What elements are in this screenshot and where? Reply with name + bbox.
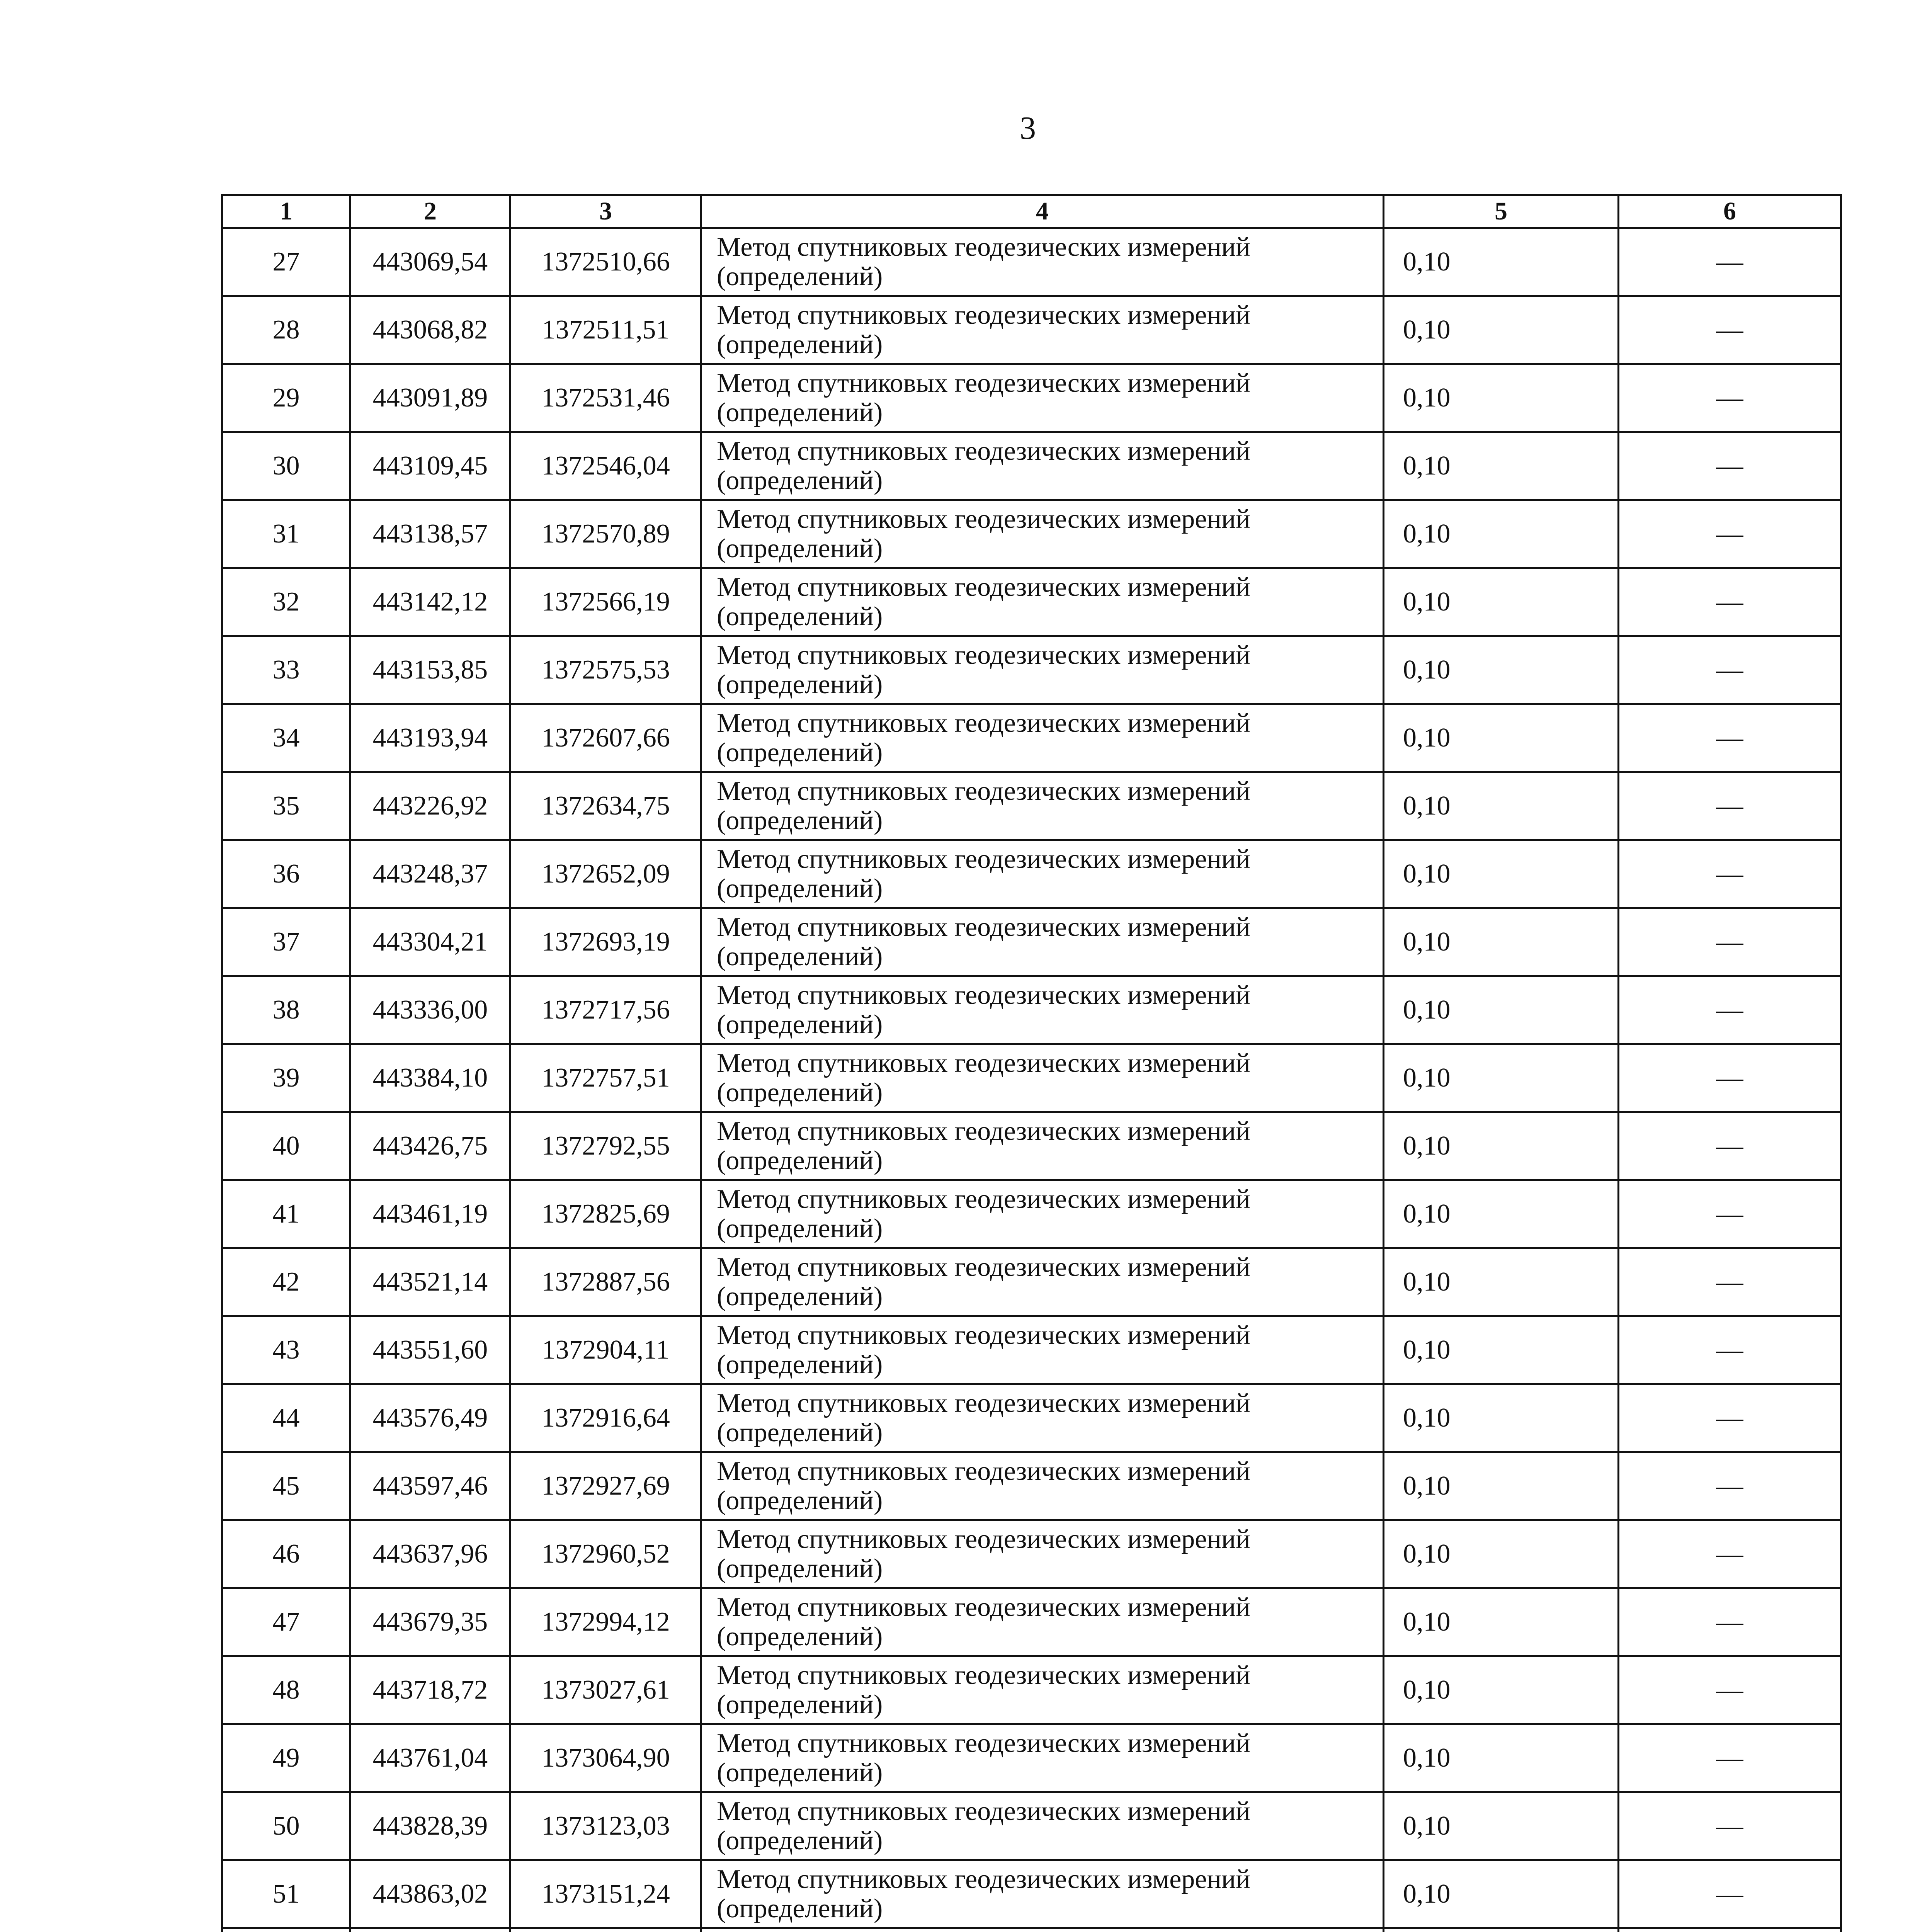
point-number-cell: 30 [222, 432, 350, 500]
accuracy-cell: 0,10 [1384, 1044, 1619, 1112]
point-number-cell: 50 [222, 1792, 350, 1860]
method-cell [701, 1792, 1384, 1860]
point-number-cell: 35 [222, 772, 350, 840]
method-text-line-1: Метод спутниковых геодезических измерений [717, 1524, 1250, 1554]
method-text-line-2: (определений) [717, 261, 883, 291]
method-text-line-1: Метод спутниковых геодезических измерений [717, 640, 1250, 670]
y-coordinate-cell: 1372825,69 [510, 1180, 701, 1248]
note-cell: — [1619, 1656, 1841, 1724]
method-cell [701, 1656, 1384, 1724]
method-text-line-1: Метод спутниковых геодезических измерений [717, 1660, 1250, 1690]
method-text-line-2: (определений) [717, 1077, 883, 1107]
table-row [222, 1180, 1841, 1248]
point-number-cell: 29 [222, 364, 350, 432]
y-coordinate-cell: 1372607,66 [510, 704, 701, 772]
note-cell: — [1619, 500, 1841, 568]
page-number: 3 [1020, 110, 1036, 146]
accuracy-cell: 0,10 [1384, 1112, 1619, 1180]
method-text-line-1: Метод спутниковых геодезических измерений [717, 1456, 1250, 1486]
method-cell [701, 976, 1384, 1044]
note-cell: — [1619, 1860, 1841, 1928]
x-coordinate-cell: 443761,04 [350, 1724, 510, 1792]
x-coordinate-cell: 443679,35 [350, 1588, 510, 1656]
accuracy-cell: 0,10 [1384, 840, 1619, 908]
method-text-line-1: Метод спутниковых геодезических измерений [717, 1864, 1250, 1894]
note-cell: — [1619, 1316, 1841, 1384]
table-row [222, 1928, 1841, 1932]
method-text-line-1: Метод спутниковых геодезических измерений [717, 1388, 1250, 1418]
note-cell: — [1619, 1384, 1841, 1452]
table-row [222, 1520, 1841, 1588]
note-cell: — [1619, 1792, 1841, 1860]
point-number-cell [222, 1928, 350, 1932]
y-coordinate-cell: 1372994,12 [510, 1588, 701, 1656]
table-row [222, 976, 1841, 1044]
point-number-cell: 32 [222, 568, 350, 636]
method-text-line-1: Метод спутниковых геодезических измерений [717, 572, 1250, 602]
x-coordinate-cell: 443248,37 [350, 840, 510, 908]
accuracy-cell [1384, 1928, 1619, 1932]
accuracy-cell: 0,10 [1384, 296, 1619, 364]
x-coordinate-cell: 443069,54 [350, 228, 510, 296]
method-text-line-1: Метод спутниковых геодезических измерений [717, 980, 1250, 1010]
y-coordinate-cell: 1372792,55 [510, 1112, 701, 1180]
y-coordinate-cell: 1372511,51 [510, 296, 701, 364]
method-cell [701, 1452, 1384, 1520]
x-coordinate-cell: 443153,85 [350, 636, 510, 704]
method-text-line-2: (определений) [717, 1213, 883, 1243]
method-text-line-1: Метод спутниковых геодезических измерений [717, 912, 1250, 942]
method-text-line-2: (определений) [717, 1893, 883, 1923]
x-coordinate-cell: 443193,94 [350, 704, 510, 772]
method-text-line-2: (определений) [717, 1621, 883, 1651]
method-text-line-2: (определений) [717, 1145, 883, 1175]
method-cell [701, 500, 1384, 568]
table-row [222, 1860, 1841, 1928]
table-row [222, 1316, 1841, 1384]
x-coordinate-cell: 443521,14 [350, 1248, 510, 1316]
method-text-line-2: (определений) [717, 601, 883, 631]
point-number-cell: 48 [222, 1656, 350, 1724]
y-coordinate-cell [510, 1928, 701, 1932]
note-cell: — [1619, 636, 1841, 704]
method-cell [701, 432, 1384, 500]
note-cell: — [1619, 568, 1841, 636]
accuracy-cell: 0,10 [1384, 568, 1619, 636]
y-coordinate-cell: 1372887,56 [510, 1248, 701, 1316]
note-cell: — [1619, 1248, 1841, 1316]
table-row [222, 1792, 1841, 1860]
table-row [222, 1248, 1841, 1316]
accuracy-cell: 0,10 [1384, 1452, 1619, 1520]
x-coordinate-cell: 443461,19 [350, 1180, 510, 1248]
table-row [222, 500, 1841, 568]
point-number-cell: 31 [222, 500, 350, 568]
x-coordinate-cell: 443551,60 [350, 1316, 510, 1384]
point-number-cell: 41 [222, 1180, 350, 1248]
x-coordinate-cell: 443226,92 [350, 772, 510, 840]
method-text-line-1: Метод спутниковых геодезических измерений [717, 232, 1250, 262]
accuracy-cell: 0,10 [1384, 1724, 1619, 1792]
accuracy-cell: 0,10 [1384, 976, 1619, 1044]
x-coordinate-cell: 443828,39 [350, 1792, 510, 1860]
column-header-2: 2 [350, 195, 510, 228]
x-coordinate-cell: 443384,10 [350, 1044, 510, 1112]
x-coordinate-cell: 443109,45 [350, 432, 510, 500]
method-text-line-2: (определений) [717, 1485, 883, 1515]
note-cell: — [1619, 908, 1841, 976]
accuracy-cell: 0,10 [1384, 772, 1619, 840]
point-number-cell: 47 [222, 1588, 350, 1656]
method-text-line-2: (определений) [717, 397, 883, 427]
y-coordinate-cell: 1372916,64 [510, 1384, 701, 1452]
method-cell [701, 1180, 1384, 1248]
accuracy-cell: 0,10 [1384, 704, 1619, 772]
method-cell [701, 1384, 1384, 1452]
method-cell [701, 1248, 1384, 1316]
method-text-line-2: (определений) [717, 1689, 883, 1719]
accuracy-cell: 0,10 [1384, 636, 1619, 704]
column-header-5: 5 [1384, 195, 1619, 228]
accuracy-cell: 0,10 [1384, 432, 1619, 500]
table-row [222, 296, 1841, 364]
point-number-cell: 39 [222, 1044, 350, 1112]
method-text-line-1: Метод спутниковых геодезических измерений [717, 1592, 1250, 1622]
note-cell: — [1619, 1520, 1841, 1588]
note-cell: — [1619, 1112, 1841, 1180]
accuracy-cell: 0,10 [1384, 1792, 1619, 1860]
table-row [222, 1588, 1841, 1656]
x-coordinate-cell: 443426,75 [350, 1112, 510, 1180]
point-number-cell: 43 [222, 1316, 350, 1384]
note-cell: — [1619, 296, 1841, 364]
x-coordinate-cell: 443068,82 [350, 296, 510, 364]
y-coordinate-cell: 1372693,19 [510, 908, 701, 976]
method-cell [701, 1044, 1384, 1112]
coordinates-table [221, 194, 1842, 1932]
y-coordinate-cell: 1372652,09 [510, 840, 701, 908]
method-text-line-2: (определений) [717, 669, 883, 699]
y-coordinate-cell: 1372546,04 [510, 432, 701, 500]
method-text-line-2: (определений) [717, 1825, 883, 1855]
method-text-line-1: Метод спутниковых геодезических измерений [717, 1116, 1250, 1146]
header-row [222, 195, 1841, 228]
method-cell [701, 568, 1384, 636]
note-cell: — [1619, 1588, 1841, 1656]
note-cell [1619, 1928, 1841, 1932]
column-header-3: 3 [510, 195, 701, 228]
method-text-line-2: (определений) [717, 1009, 883, 1039]
y-coordinate-cell: 1372757,51 [510, 1044, 701, 1112]
table-body [222, 228, 1841, 1932]
point-number-cell: 46 [222, 1520, 350, 1588]
method-text-line-2: (определений) [717, 1349, 883, 1379]
table-header [222, 195, 1841, 228]
point-number-cell: 45 [222, 1452, 350, 1520]
y-coordinate-cell: 1372531,46 [510, 364, 701, 432]
note-cell: — [1619, 1452, 1841, 1520]
y-coordinate-cell: 1372904,11 [510, 1316, 701, 1384]
x-coordinate-cell [350, 1928, 510, 1932]
x-coordinate-cell: 443718,72 [350, 1656, 510, 1724]
table-row [222, 1452, 1841, 1520]
method-text-line-1: Метод спутниковых геодезических измерений [717, 1796, 1250, 1826]
method-text-line-1: Метод спутниковых геодезических измерений [717, 504, 1250, 534]
table-row [222, 704, 1841, 772]
method-text-line-1: Метод спутниковых геодезических измерений [717, 1728, 1250, 1758]
y-coordinate-cell: 1373151,24 [510, 1860, 701, 1928]
y-coordinate-cell: 1372717,56 [510, 976, 701, 1044]
y-coordinate-cell: 1372575,53 [510, 636, 701, 704]
method-cell [701, 364, 1384, 432]
table-row [222, 228, 1841, 296]
point-number-cell: 42 [222, 1248, 350, 1316]
method-cell [701, 1588, 1384, 1656]
accuracy-cell: 0,10 [1384, 1588, 1619, 1656]
point-number-cell: 49 [222, 1724, 350, 1792]
y-coordinate-cell: 1372570,89 [510, 500, 701, 568]
method-cell [701, 1520, 1384, 1588]
point-number-cell: 40 [222, 1112, 350, 1180]
table-row [222, 840, 1841, 908]
method-cell [701, 1860, 1384, 1928]
accuracy-cell: 0,10 [1384, 1520, 1619, 1588]
x-coordinate-cell: 443576,49 [350, 1384, 510, 1452]
method-text-line-2: (определений) [717, 941, 883, 971]
table-row [222, 1724, 1841, 1792]
method-text-line-1: Метод спутниковых геодезических измерений [717, 708, 1250, 738]
note-cell: — [1619, 840, 1841, 908]
method-text-line-1: Метод спутниковых геодезических измерений [717, 844, 1250, 874]
accuracy-cell: 0,10 [1384, 1860, 1619, 1928]
note-cell: — [1619, 976, 1841, 1044]
x-coordinate-cell: 443637,96 [350, 1520, 510, 1588]
method-text-line-2: (определений) [717, 1417, 883, 1447]
method-cell [701, 296, 1384, 364]
table-row [222, 1384, 1841, 1452]
method-cell [701, 1112, 1384, 1180]
accuracy-cell: 0,10 [1384, 1316, 1619, 1384]
x-coordinate-cell: 443142,12 [350, 568, 510, 636]
method-cell [701, 908, 1384, 976]
table-row [222, 432, 1841, 500]
y-coordinate-cell: 1372634,75 [510, 772, 701, 840]
method-text-line-2: (определений) [717, 533, 883, 563]
note-cell: — [1619, 228, 1841, 296]
note-cell: — [1619, 1724, 1841, 1792]
method-text-line-2: (определений) [717, 1757, 883, 1787]
table-row [222, 908, 1841, 976]
table-row [222, 772, 1841, 840]
x-coordinate-cell: 443138,57 [350, 500, 510, 568]
note-cell: — [1619, 364, 1841, 432]
method-cell [701, 840, 1384, 908]
method-text-line-2: (определений) [717, 873, 883, 903]
table-row [222, 568, 1841, 636]
method-text-line-1: Метод спутниковых геодезических измерений [717, 368, 1250, 398]
accuracy-cell: 0,10 [1384, 908, 1619, 976]
point-number-cell: 38 [222, 976, 350, 1044]
column-header-4: 4 [701, 195, 1384, 228]
accuracy-cell: 0,10 [1384, 228, 1619, 296]
method-cell [701, 636, 1384, 704]
point-number-cell: 33 [222, 636, 350, 704]
method-text-line-2: (определений) [717, 465, 883, 495]
x-coordinate-cell: 443863,02 [350, 1860, 510, 1928]
column-header-6: 6 [1619, 195, 1841, 228]
x-coordinate-cell: 443304,21 [350, 908, 510, 976]
table-row [222, 1112, 1841, 1180]
table-row [222, 364, 1841, 432]
method-text-line-1: Метод спутниковых геодезических измерений [717, 300, 1250, 330]
table-row [222, 1656, 1841, 1724]
y-coordinate-cell: 1372960,52 [510, 1520, 701, 1588]
point-number-cell: 37 [222, 908, 350, 976]
table-row [222, 636, 1841, 704]
x-coordinate-cell: 443336,00 [350, 976, 510, 1044]
point-number-cell: 44 [222, 1384, 350, 1452]
note-cell: — [1619, 772, 1841, 840]
accuracy-cell: 0,10 [1384, 1656, 1619, 1724]
method-cell [701, 228, 1384, 296]
note-cell: — [1619, 1044, 1841, 1112]
accuracy-cell: 0,10 [1384, 500, 1619, 568]
y-coordinate-cell: 1372566,19 [510, 568, 701, 636]
point-number-cell: 34 [222, 704, 350, 772]
method-cell [701, 1316, 1384, 1384]
y-coordinate-cell: 1373064,90 [510, 1724, 701, 1792]
y-coordinate-cell: 1372927,69 [510, 1452, 701, 1520]
note-cell: — [1619, 1180, 1841, 1248]
accuracy-cell: 0,10 [1384, 1384, 1619, 1452]
method-cell [701, 1724, 1384, 1792]
note-cell: — [1619, 432, 1841, 500]
method-cell [701, 704, 1384, 772]
point-number-cell: 51 [222, 1860, 350, 1928]
point-number-cell: 28 [222, 296, 350, 364]
method-text-line-1: Метод спутниковых геодезических измерений [717, 1320, 1250, 1350]
method-cell [701, 772, 1384, 840]
y-coordinate-cell: 1373123,03 [510, 1792, 701, 1860]
accuracy-cell: 0,10 [1384, 1180, 1619, 1248]
method-text-line-2: (определений) [717, 805, 883, 835]
method-text-line-1: Метод спутниковых геодезических измерений [717, 1184, 1250, 1214]
x-coordinate-cell: 443597,46 [350, 1452, 510, 1520]
method-cell [701, 1928, 1384, 1932]
accuracy-cell: 0,10 [1384, 364, 1619, 432]
x-coordinate-cell: 443091,89 [350, 364, 510, 432]
note-cell: — [1619, 704, 1841, 772]
method-text-line-1: Метод спутниковых геодезических измерений [717, 1048, 1250, 1078]
method-text-line-1: Метод спутниковых геодезических измерений [717, 1252, 1250, 1282]
method-text-line-2: (определений) [717, 1553, 883, 1583]
method-text-line-1: Метод спутниковых геодезических измерений [717, 436, 1250, 466]
column-header-1: 1 [222, 195, 350, 228]
method-text-line-2: (определений) [717, 737, 883, 767]
point-number-cell: 27 [222, 228, 350, 296]
table-row [222, 1044, 1841, 1112]
point-number-cell: 36 [222, 840, 350, 908]
method-text-line-2: (определений) [717, 329, 883, 359]
y-coordinate-cell: 1372510,66 [510, 228, 701, 296]
method-text-line-2: (определений) [717, 1281, 883, 1311]
method-text-line-1: Метод спутниковых геодезических измерений [717, 776, 1250, 806]
accuracy-cell: 0,10 [1384, 1248, 1619, 1316]
y-coordinate-cell: 1373027,61 [510, 1656, 701, 1724]
